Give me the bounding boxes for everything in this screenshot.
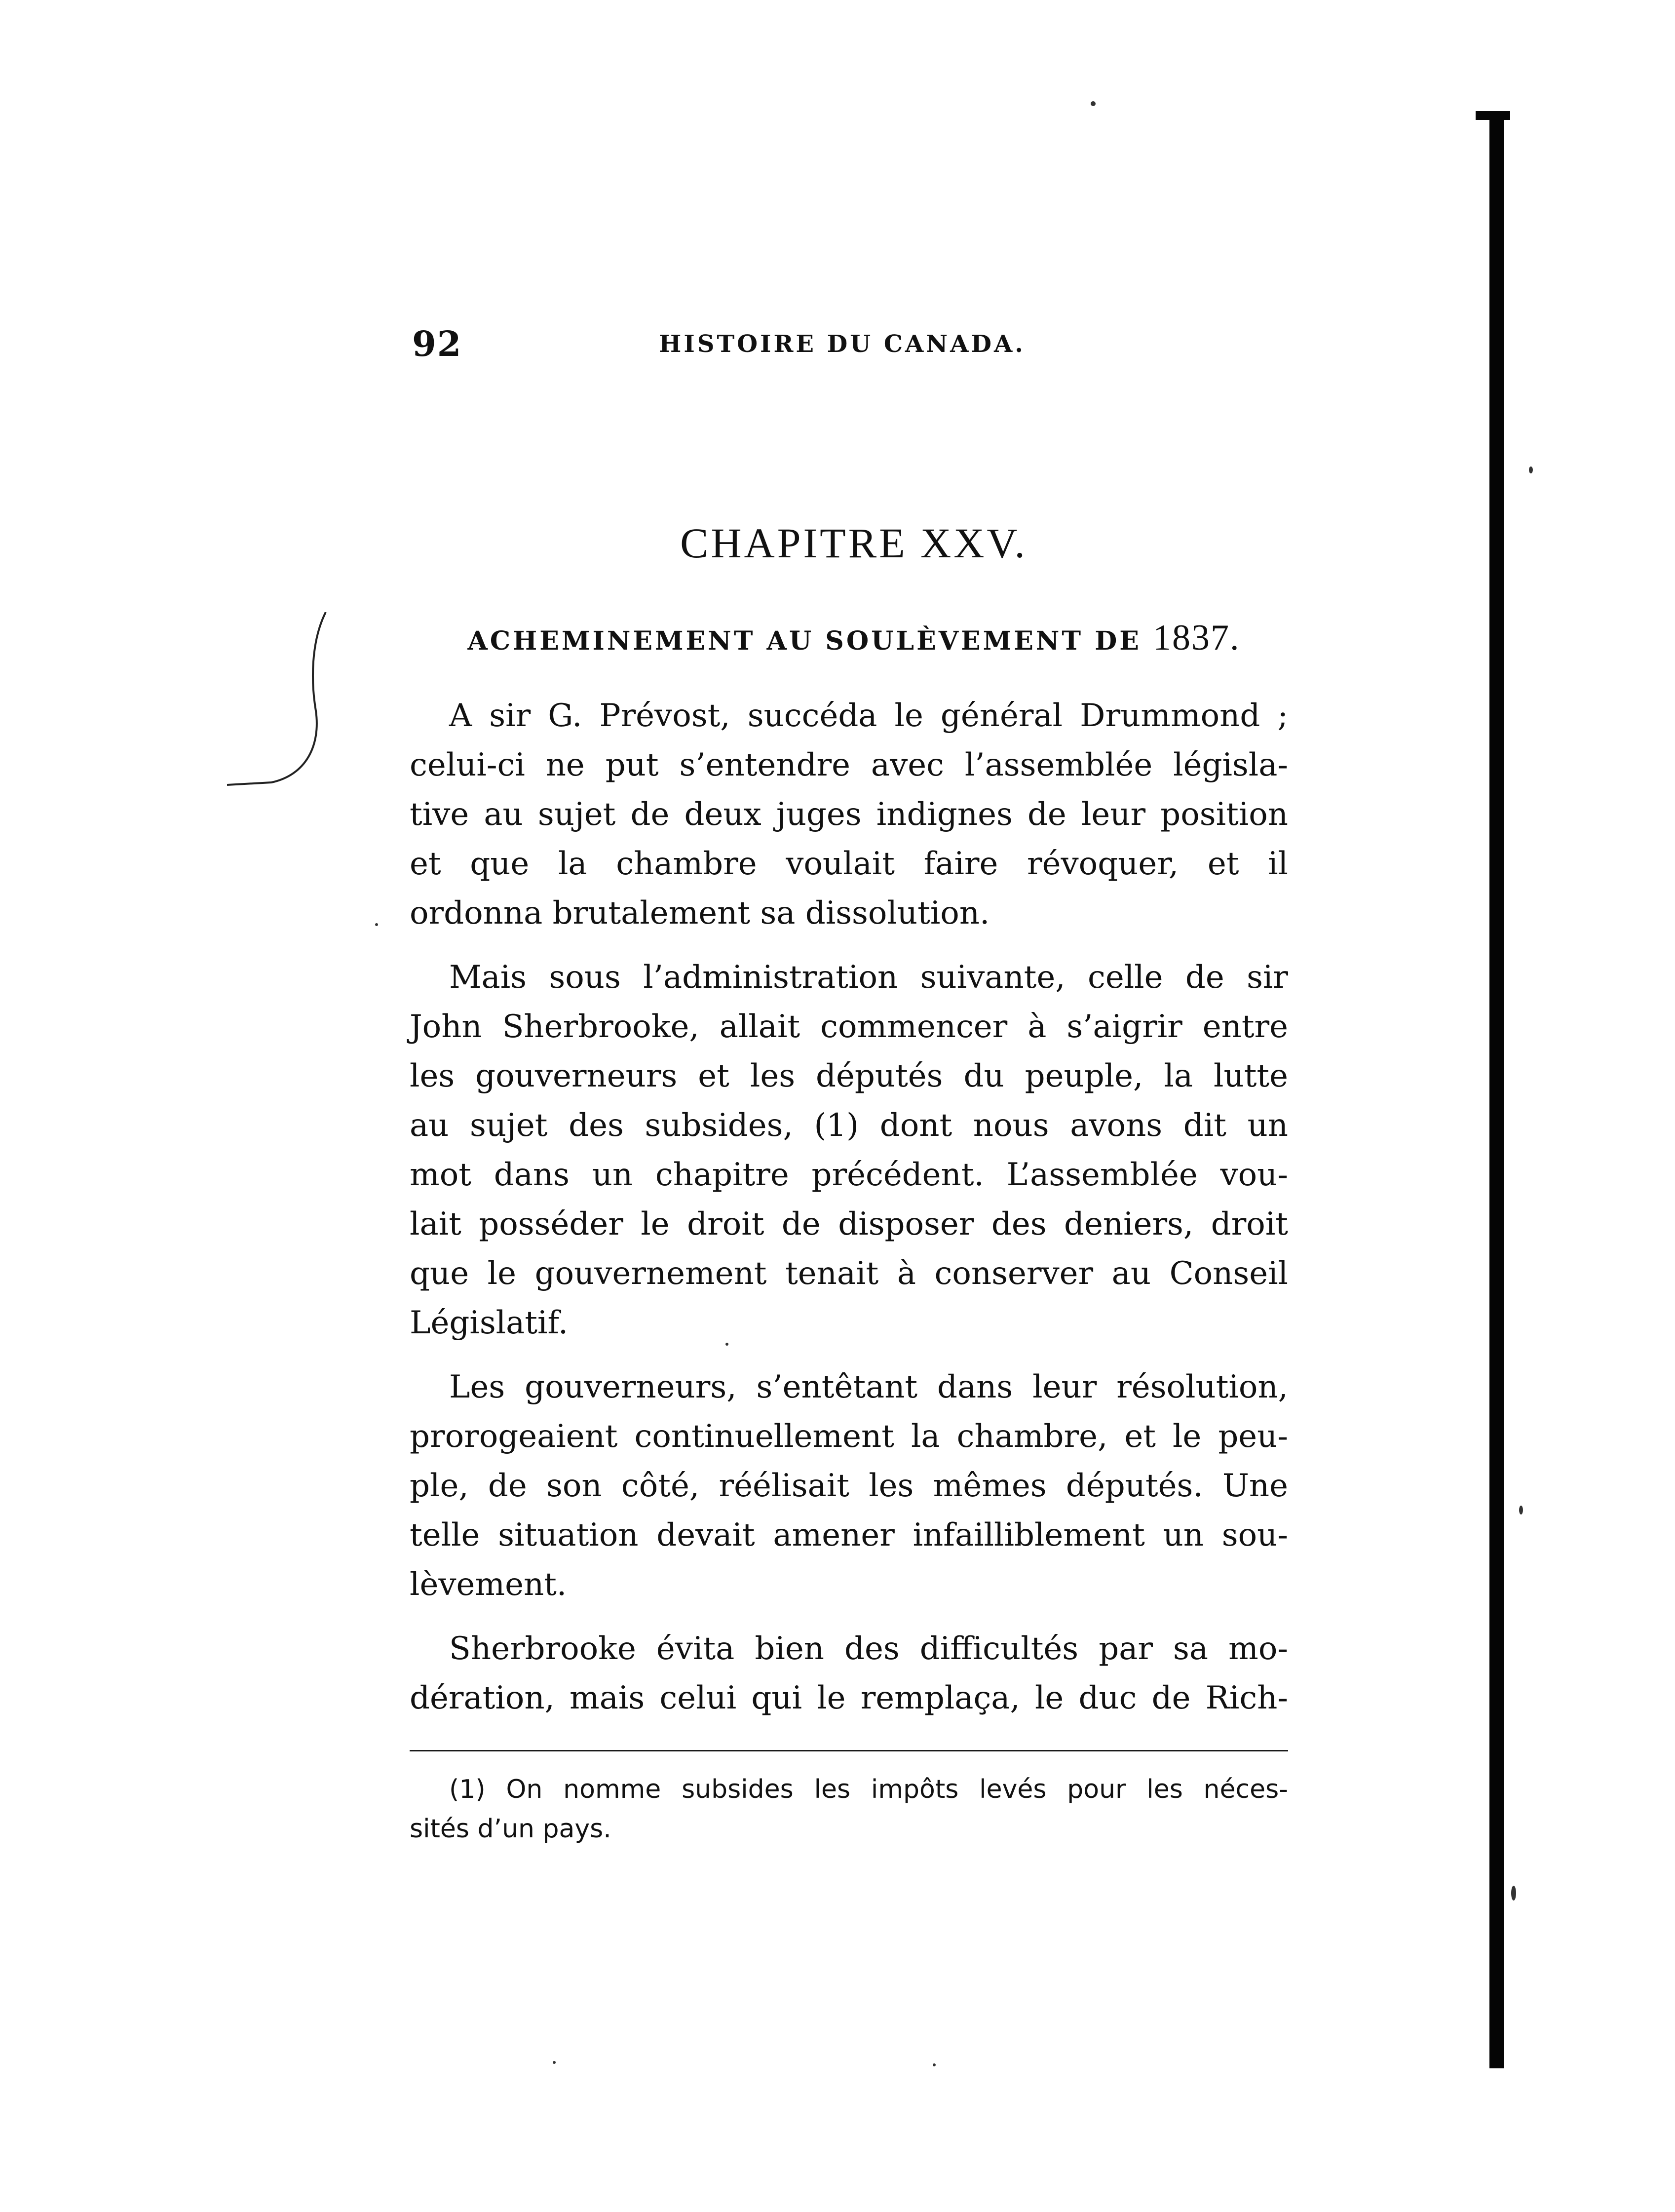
text-line: lait posséder le droit de disposer des deniers, droit [410, 1206, 1288, 1242]
scan-speck [1511, 1886, 1516, 1901]
chapter-title: CHAPITRE XXV. [680, 519, 1028, 567]
scan-speck [1529, 466, 1533, 473]
pencil-mark [227, 612, 350, 790]
footnote-line: sités d’un pays. [410, 1814, 611, 1844]
footnote-rule [410, 1750, 1288, 1751]
text-line: prorogeaient continuellement la chambre, et le peu- [410, 1418, 1288, 1455]
binding-shadow [1489, 114, 1504, 2068]
text-line: que le gouvernement tenait à conserver au Conseil [410, 1255, 1288, 1292]
page-number: 92 [412, 323, 462, 364]
footnote-line: (1) On nomme subsides les impôts levés pour les néces- [449, 1775, 1288, 1804]
scan-speck [553, 2061, 556, 2064]
text-line: et que la chambre voulait faire révoquer, et il [410, 846, 1288, 882]
text-line: telle situation devait amener infailliblement un sou- [410, 1517, 1288, 1553]
text-line: dération, mais celui qui le remplaça, le duc de Rich- [410, 1680, 1288, 1716]
scan-speck [933, 2063, 936, 2066]
scan-speck [1091, 101, 1096, 106]
text-line: ple, de son côté, réélisait les mêmes députés. Une [410, 1468, 1288, 1504]
text-line: John Sherbrooke, allait commencer à s’aigrir entre [410, 1009, 1288, 1045]
chapter-body [410, 691, 1288, 1738]
text-line: Mais sous l’administration suivante, celle de sir [449, 959, 1288, 996]
scan-speck [1519, 1506, 1523, 1514]
text-line: Sherbrooke évita bien des difficultés par sa mo- [449, 1630, 1288, 1667]
paragraph [410, 1624, 1288, 1723]
paragraph [410, 953, 1288, 1348]
running-head [412, 323, 1054, 378]
footnote [410, 1770, 1288, 1849]
text-line: ordonna brutalement sa dissolution. [410, 895, 990, 931]
text-line: les gouverneurs et les députés du peuple, la lutte [410, 1058, 1288, 1094]
text-line: A sir G. Prévost, succéda le général Drummond ; [449, 698, 1288, 734]
text-line: Les gouverneurs, s’entêtant dans leur résolution, [449, 1369, 1288, 1405]
text-line: celui-ci ne put s’entendre avec l’assemblée législa- [410, 747, 1288, 783]
text-line: Législatif. [410, 1305, 569, 1341]
running-title: HISTOIRE DU CANADA. [659, 330, 1026, 358]
text-line: lèvement. [410, 1566, 567, 1603]
paragraph [410, 691, 1288, 938]
paragraph [410, 1362, 1288, 1609]
scan-speck [725, 1343, 728, 1346]
text-line: au sujet des subsides, (1) dont nous avons dit un [410, 1107, 1288, 1144]
text-line: tive au sujet de deux juges indignes de leur position [410, 796, 1288, 833]
scan-speck [375, 923, 378, 926]
chapter-subtitle [410, 617, 1298, 659]
text-line: mot dans un chapitre précédent. L’assemblée vou- [410, 1157, 1288, 1193]
chapter-subtitle-text: ACHEMINEMENT AU SOULÈVEMENT DE [467, 626, 1142, 656]
chapter-subtitle-year: 1837. [1153, 618, 1240, 658]
